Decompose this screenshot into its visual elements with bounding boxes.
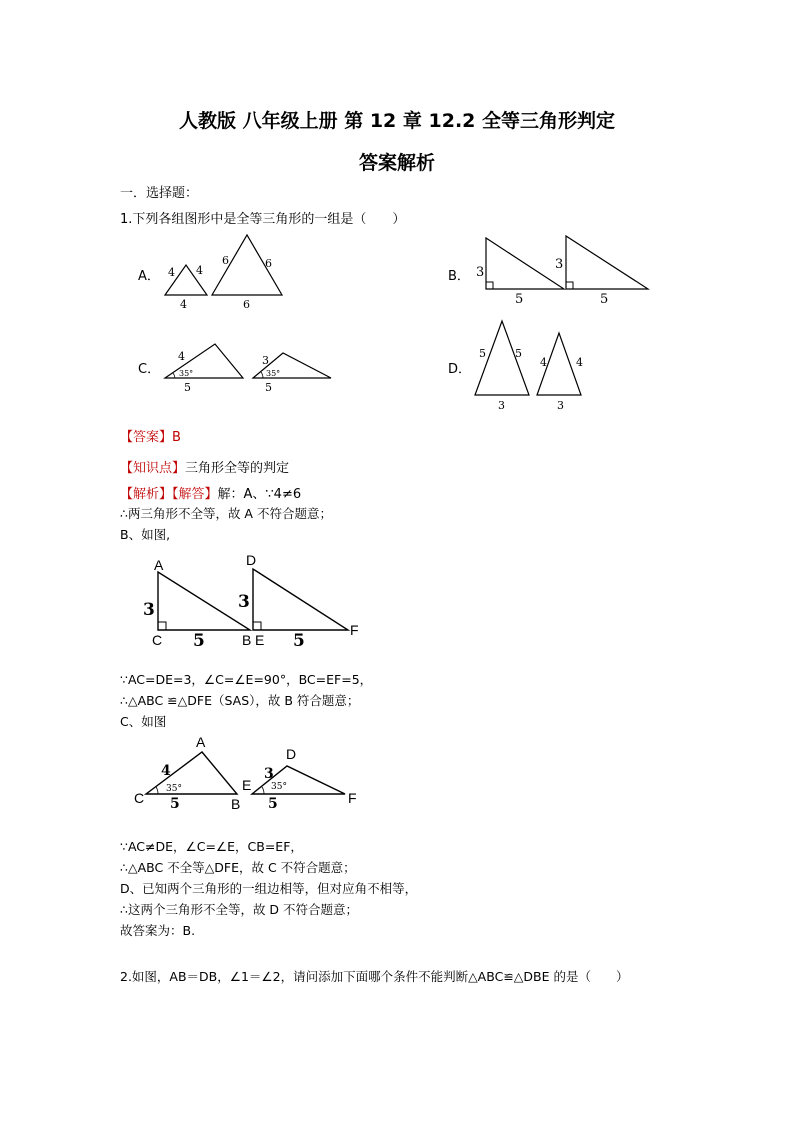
side-label: 4	[576, 356, 583, 369]
analysis-text: ∵AC=DE=3，∠C=∠E=90°，BC=EF=5，	[120, 672, 373, 687]
side-label: 4	[540, 356, 547, 369]
side-label: 3	[264, 766, 274, 782]
vertex-label: F	[350, 622, 359, 638]
vertex-label: A	[196, 734, 206, 750]
side-label: 5	[293, 631, 305, 648]
option-a-label: A．	[138, 269, 160, 284]
angle-arc	[173, 373, 175, 378]
vertex-label: F	[348, 790, 357, 806]
option-c-label: C．	[138, 362, 161, 377]
analysis-text: C、如图	[120, 714, 167, 729]
angle-label: 35°	[179, 369, 194, 378]
right-angle-mark	[486, 282, 493, 289]
angle-label: 35°	[271, 782, 287, 792]
vertex-label: E	[242, 777, 252, 793]
angle-arc	[262, 787, 264, 794]
angle-label: 35°	[166, 784, 182, 794]
figure-c-explanation	[130, 732, 370, 812]
analysis-text: ∴△ABC 不全等△DFE，故 C 不符合题意；	[120, 860, 356, 875]
angle-arc	[156, 787, 158, 794]
knowledge-value: 三角形全等的判定	[185, 461, 290, 476]
vertex-label: C	[152, 632, 163, 648]
side-label: 4	[161, 763, 171, 779]
analysis-start: 解：A、∵4≠6	[217, 487, 302, 502]
conclusion-text: 故答案为：B.	[120, 923, 196, 938]
base-label: 5	[600, 292, 609, 307]
base-label: 5	[184, 381, 191, 394]
analysis-tag: 【解析】【解答】	[120, 487, 218, 502]
right-angle-mark	[158, 622, 166, 630]
triangle-1	[165, 344, 243, 378]
base-label: 4	[180, 298, 187, 311]
triangle-def	[253, 569, 348, 630]
base-label: 3	[498, 399, 505, 412]
question-2-stem: 2.如图，AB＝DB，∠1＝∠2，请问添加下面哪个条件不能判断△ABC≌△DBE 的是（ ）	[120, 969, 629, 984]
section-heading: 一．选择题：	[120, 186, 199, 201]
analysis-text: ∴两三角形不全等，故 A 不符合题意；	[120, 506, 332, 521]
option-d-label: D．	[448, 362, 472, 377]
analysis-text: B、如图,	[120, 527, 171, 542]
side-label: 5	[170, 796, 180, 812]
document-title: 人教版 八年级上册 第 12 章 12.2 全等三角形判定	[178, 110, 615, 132]
analysis-text: ∵AC≠DE，∠C=∠E，CB=EF，	[120, 839, 303, 854]
vertex-label: D	[246, 552, 257, 568]
side-label: 4	[168, 266, 175, 279]
analysis-text: ∴这两个三角形不全等，故 D 不符合题意；	[120, 902, 359, 917]
side-label: 5	[193, 631, 205, 648]
side-label: 4	[178, 350, 185, 363]
vertex-label: B	[231, 796, 241, 812]
angle-arc	[261, 372, 263, 378]
option-d-figure	[470, 318, 600, 414]
analysis-text: ∴△ABC ≌△DFE（SAS），故 B 符合题意；	[120, 693, 360, 708]
knowledge-line	[120, 457, 289, 476]
answer-tag: 【答案】	[120, 430, 173, 445]
knowledge-tag: 【知识点】	[120, 461, 186, 476]
analysis-text: D、已知两个三角形的一组边相等，但对应角不相等，	[120, 881, 418, 896]
side-label: 3	[143, 600, 155, 620]
side-label: 6	[265, 257, 272, 270]
vertex-label: E	[255, 632, 265, 648]
side-label: 3	[555, 257, 564, 272]
option-a-figure	[155, 230, 295, 315]
answer-line	[120, 426, 181, 445]
vertex-label: B	[242, 632, 252, 648]
right-triangle-2	[566, 236, 648, 289]
vertex-label: A	[154, 557, 164, 573]
base-label: 3	[557, 399, 564, 412]
analysis-line	[120, 483, 301, 502]
vertex-label: C	[134, 790, 145, 806]
side-label: 5	[268, 796, 278, 812]
triangle-abc	[158, 572, 250, 630]
side-label: 5	[479, 347, 486, 360]
right-angle-mark	[566, 282, 573, 289]
figure-b-explanation	[140, 548, 365, 648]
base-label: 5	[265, 381, 272, 394]
angle-label: 35°	[266, 369, 281, 378]
question-1-stem: 1.下列各组图形中是全等三角形的一组是（ ）	[120, 212, 406, 227]
right-angle-mark	[253, 622, 261, 630]
side-label: 3	[476, 265, 485, 280]
side-label: 3	[262, 354, 269, 367]
side-label: 6	[222, 254, 229, 267]
base-label: 5	[515, 292, 524, 307]
triangle-abc	[146, 752, 237, 794]
right-triangle-1	[486, 238, 564, 289]
option-c-figure	[155, 335, 340, 395]
base-label: 6	[243, 298, 250, 311]
side-label: 4	[196, 264, 203, 277]
side-label: 5	[515, 347, 522, 360]
vertex-label: D	[286, 746, 297, 762]
option-b-label: B．	[448, 269, 470, 284]
side-label: 3	[238, 592, 250, 612]
answer-value: B	[172, 430, 181, 445]
option-b-figure	[470, 232, 660, 307]
document-subtitle: 答案解析	[358, 152, 435, 174]
